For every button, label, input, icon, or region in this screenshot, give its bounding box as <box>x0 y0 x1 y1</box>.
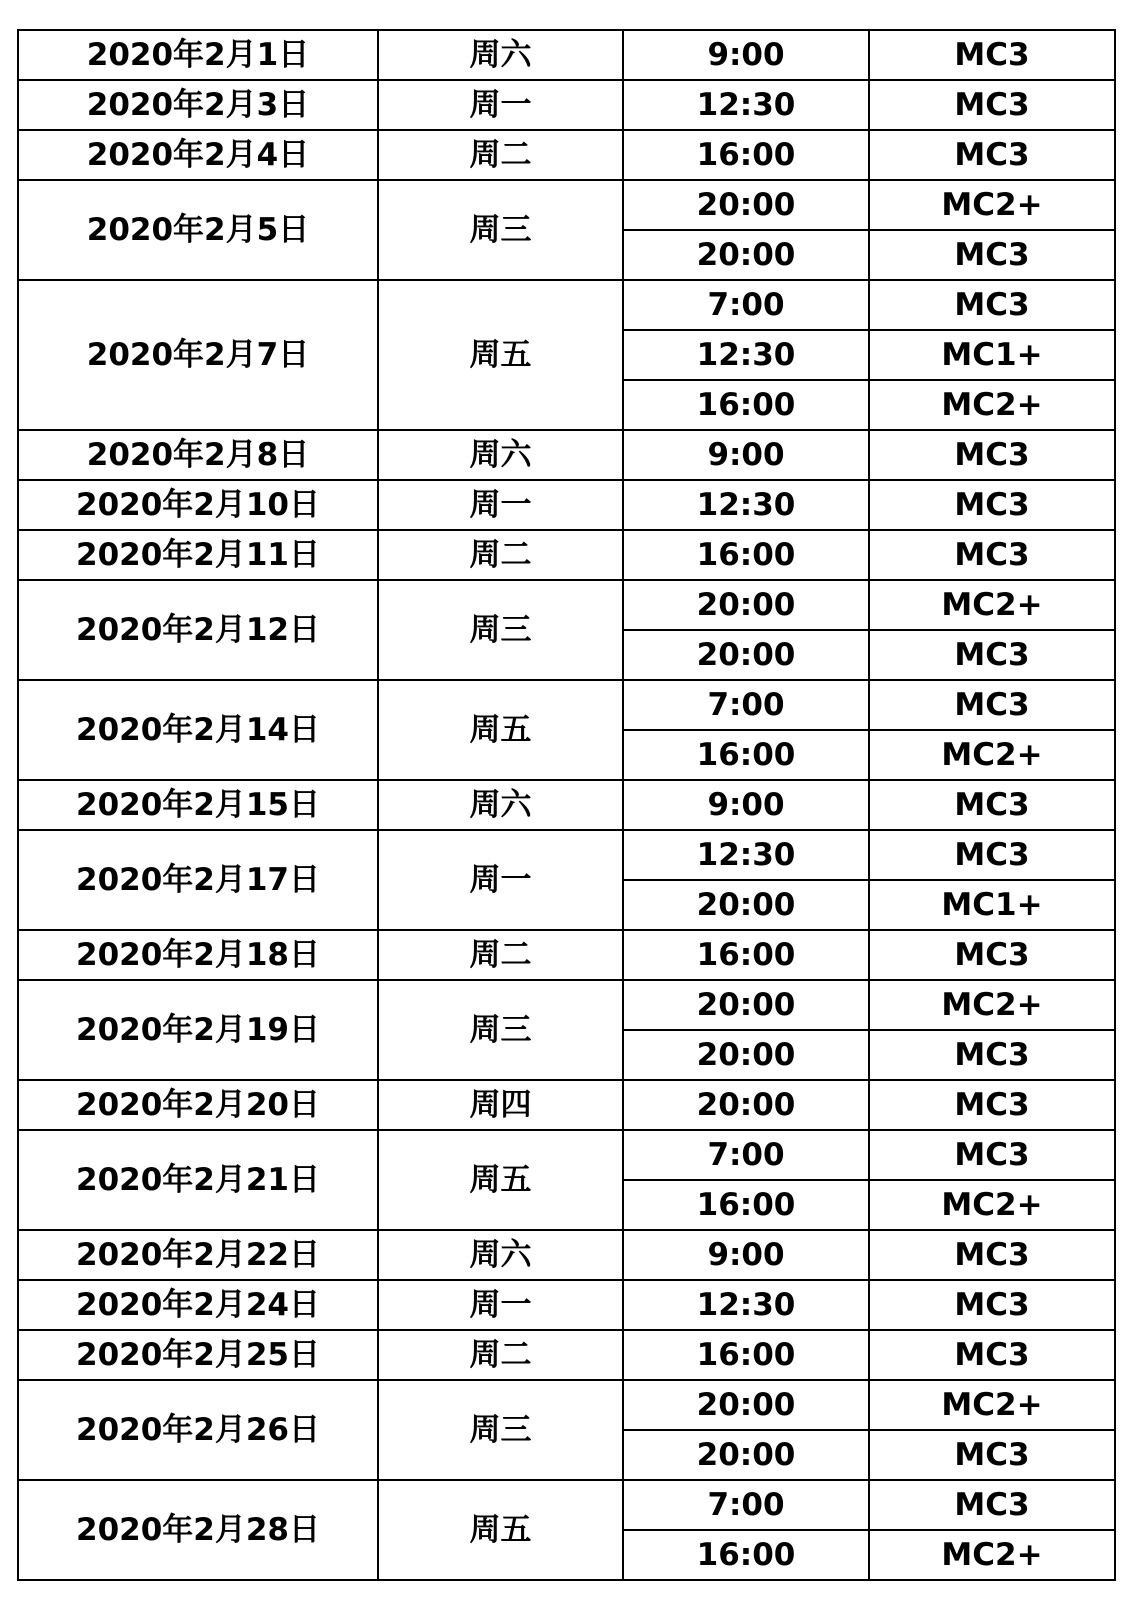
date-cell: 2020年2月22日 <box>18 1230 378 1280</box>
weekday-cell: 周一 <box>378 480 623 530</box>
time-cell: 9:00 <box>623 780 869 830</box>
time-cell: 20:00 <box>623 980 869 1030</box>
level-cell: MC3 <box>869 280 1115 330</box>
level-cell: MC3 <box>869 30 1115 80</box>
weekday-cell: 周二 <box>378 130 623 180</box>
weekday-cell: 周五 <box>378 1480 623 1580</box>
date-cell: 2020年2月1日 <box>18 30 378 80</box>
table-row <box>18 430 1115 480</box>
level-cell: MC3 <box>869 1230 1115 1280</box>
time-cell: 12:30 <box>623 80 869 130</box>
time-cell: 16:00 <box>623 730 869 780</box>
date-cell: 2020年2月19日 <box>18 980 378 1080</box>
time-cell: 9:00 <box>623 430 869 480</box>
level-cell: MC3 <box>869 130 1115 180</box>
time-cell: 20:00 <box>623 880 869 930</box>
level-cell: MC3 <box>869 530 1115 580</box>
time-cell: 20:00 <box>623 580 869 630</box>
weekday-cell: 周二 <box>378 1330 623 1380</box>
date-cell: 2020年2月10日 <box>18 480 378 530</box>
table-row <box>18 480 1115 530</box>
weekday-cell: 周二 <box>378 530 623 580</box>
level-cell: MC3 <box>869 430 1115 480</box>
time-cell: 16:00 <box>623 930 869 980</box>
date-cell: 2020年2月4日 <box>18 130 378 180</box>
table-row <box>18 680 1115 730</box>
level-cell: MC3 <box>869 1030 1115 1080</box>
time-cell: 20:00 <box>623 630 869 680</box>
level-cell: MC1+ <box>869 880 1115 930</box>
time-cell: 7:00 <box>623 680 869 730</box>
weekday-cell: 周一 <box>378 830 623 930</box>
date-cell: 2020年2月26日 <box>18 1380 378 1480</box>
date-cell: 2020年2月20日 <box>18 1080 378 1130</box>
time-cell: 16:00 <box>623 380 869 430</box>
time-cell: 7:00 <box>623 1480 869 1530</box>
level-cell: MC3 <box>869 1080 1115 1130</box>
table-row <box>18 280 1115 330</box>
level-cell: MC2+ <box>869 1380 1115 1430</box>
table-row <box>18 1330 1115 1380</box>
table-row <box>18 1480 1115 1530</box>
date-cell: 2020年2月14日 <box>18 680 378 780</box>
time-cell: 12:30 <box>623 830 869 880</box>
date-cell: 2020年2月8日 <box>18 430 378 480</box>
time-cell: 9:00 <box>623 1230 869 1280</box>
weekday-cell: 周六 <box>378 30 623 80</box>
table-row <box>18 1230 1115 1280</box>
weekday-cell: 周三 <box>378 980 623 1080</box>
level-cell: MC2+ <box>869 180 1115 230</box>
schedule-body <box>18 30 1115 1580</box>
date-cell: 2020年2月25日 <box>18 1330 378 1380</box>
weekday-cell: 周五 <box>378 280 623 430</box>
date-cell: 2020年2月5日 <box>18 180 378 280</box>
time-cell: 16:00 <box>623 1530 869 1580</box>
date-cell: 2020年2月21日 <box>18 1130 378 1230</box>
level-cell: MC3 <box>869 1480 1115 1530</box>
table-row <box>18 130 1115 180</box>
level-cell: MC3 <box>869 780 1115 830</box>
level-cell: MC3 <box>869 630 1115 680</box>
level-cell: MC3 <box>869 80 1115 130</box>
time-cell: 20:00 <box>623 1030 869 1080</box>
time-cell: 20:00 <box>623 230 869 280</box>
level-cell: MC2+ <box>869 730 1115 780</box>
table-row <box>18 30 1115 80</box>
table-row <box>18 180 1115 230</box>
date-cell: 2020年2月7日 <box>18 280 378 430</box>
time-cell: 20:00 <box>623 1080 869 1130</box>
level-cell: MC3 <box>869 680 1115 730</box>
level-cell: MC3 <box>869 480 1115 530</box>
weekday-cell: 周六 <box>378 1230 623 1280</box>
table-row <box>18 780 1115 830</box>
weekday-cell: 周三 <box>378 180 623 280</box>
table-row <box>18 1130 1115 1180</box>
weekday-cell: 周二 <box>378 930 623 980</box>
weekday-cell: 周五 <box>378 1130 623 1230</box>
time-cell: 20:00 <box>623 1430 869 1480</box>
table-row <box>18 1080 1115 1130</box>
time-cell: 7:00 <box>623 1130 869 1180</box>
weekday-cell: 周一 <box>378 1280 623 1330</box>
date-cell: 2020年2月18日 <box>18 930 378 980</box>
level-cell: MC3 <box>869 1280 1115 1330</box>
level-cell: MC2+ <box>869 1530 1115 1580</box>
table-row <box>18 1280 1115 1330</box>
time-cell: 16:00 <box>623 530 869 580</box>
date-cell: 2020年2月28日 <box>18 1480 378 1580</box>
time-cell: 20:00 <box>623 180 869 230</box>
table-row <box>18 80 1115 130</box>
time-cell: 9:00 <box>623 30 869 80</box>
time-cell: 12:30 <box>623 330 869 380</box>
level-cell: MC3 <box>869 930 1115 980</box>
date-cell: 2020年2月15日 <box>18 780 378 830</box>
schedule-table <box>17 29 1116 1581</box>
table-row <box>18 930 1115 980</box>
weekday-cell: 周一 <box>378 80 623 130</box>
level-cell: MC1+ <box>869 330 1115 380</box>
time-cell: 20:00 <box>623 1380 869 1430</box>
time-cell: 12:30 <box>623 480 869 530</box>
level-cell: MC3 <box>869 1130 1115 1180</box>
weekday-cell: 周四 <box>378 1080 623 1130</box>
weekday-cell: 周六 <box>378 430 623 480</box>
level-cell: MC3 <box>869 1430 1115 1480</box>
level-cell: MC3 <box>869 230 1115 280</box>
time-cell: 16:00 <box>623 1330 869 1380</box>
level-cell: MC2+ <box>869 1180 1115 1230</box>
date-cell: 2020年2月3日 <box>18 80 378 130</box>
time-cell: 16:00 <box>623 130 869 180</box>
date-cell: 2020年2月24日 <box>18 1280 378 1330</box>
date-cell: 2020年2月12日 <box>18 580 378 680</box>
level-cell: MC3 <box>869 1330 1115 1380</box>
level-cell: MC3 <box>869 830 1115 880</box>
weekday-cell: 周三 <box>378 580 623 680</box>
date-cell: 2020年2月17日 <box>18 830 378 930</box>
table-row <box>18 530 1115 580</box>
table-row <box>18 580 1115 630</box>
date-cell: 2020年2月11日 <box>18 530 378 580</box>
level-cell: MC2+ <box>869 380 1115 430</box>
table-row <box>18 1380 1115 1430</box>
level-cell: MC2+ <box>869 580 1115 630</box>
level-cell: MC2+ <box>869 980 1115 1030</box>
table-row <box>18 830 1115 880</box>
weekday-cell: 周三 <box>378 1380 623 1480</box>
time-cell: 12:30 <box>623 1280 869 1330</box>
time-cell: 7:00 <box>623 280 869 330</box>
time-cell: 16:00 <box>623 1180 869 1230</box>
weekday-cell: 周五 <box>378 680 623 780</box>
weekday-cell: 周六 <box>378 780 623 830</box>
table-row <box>18 980 1115 1030</box>
